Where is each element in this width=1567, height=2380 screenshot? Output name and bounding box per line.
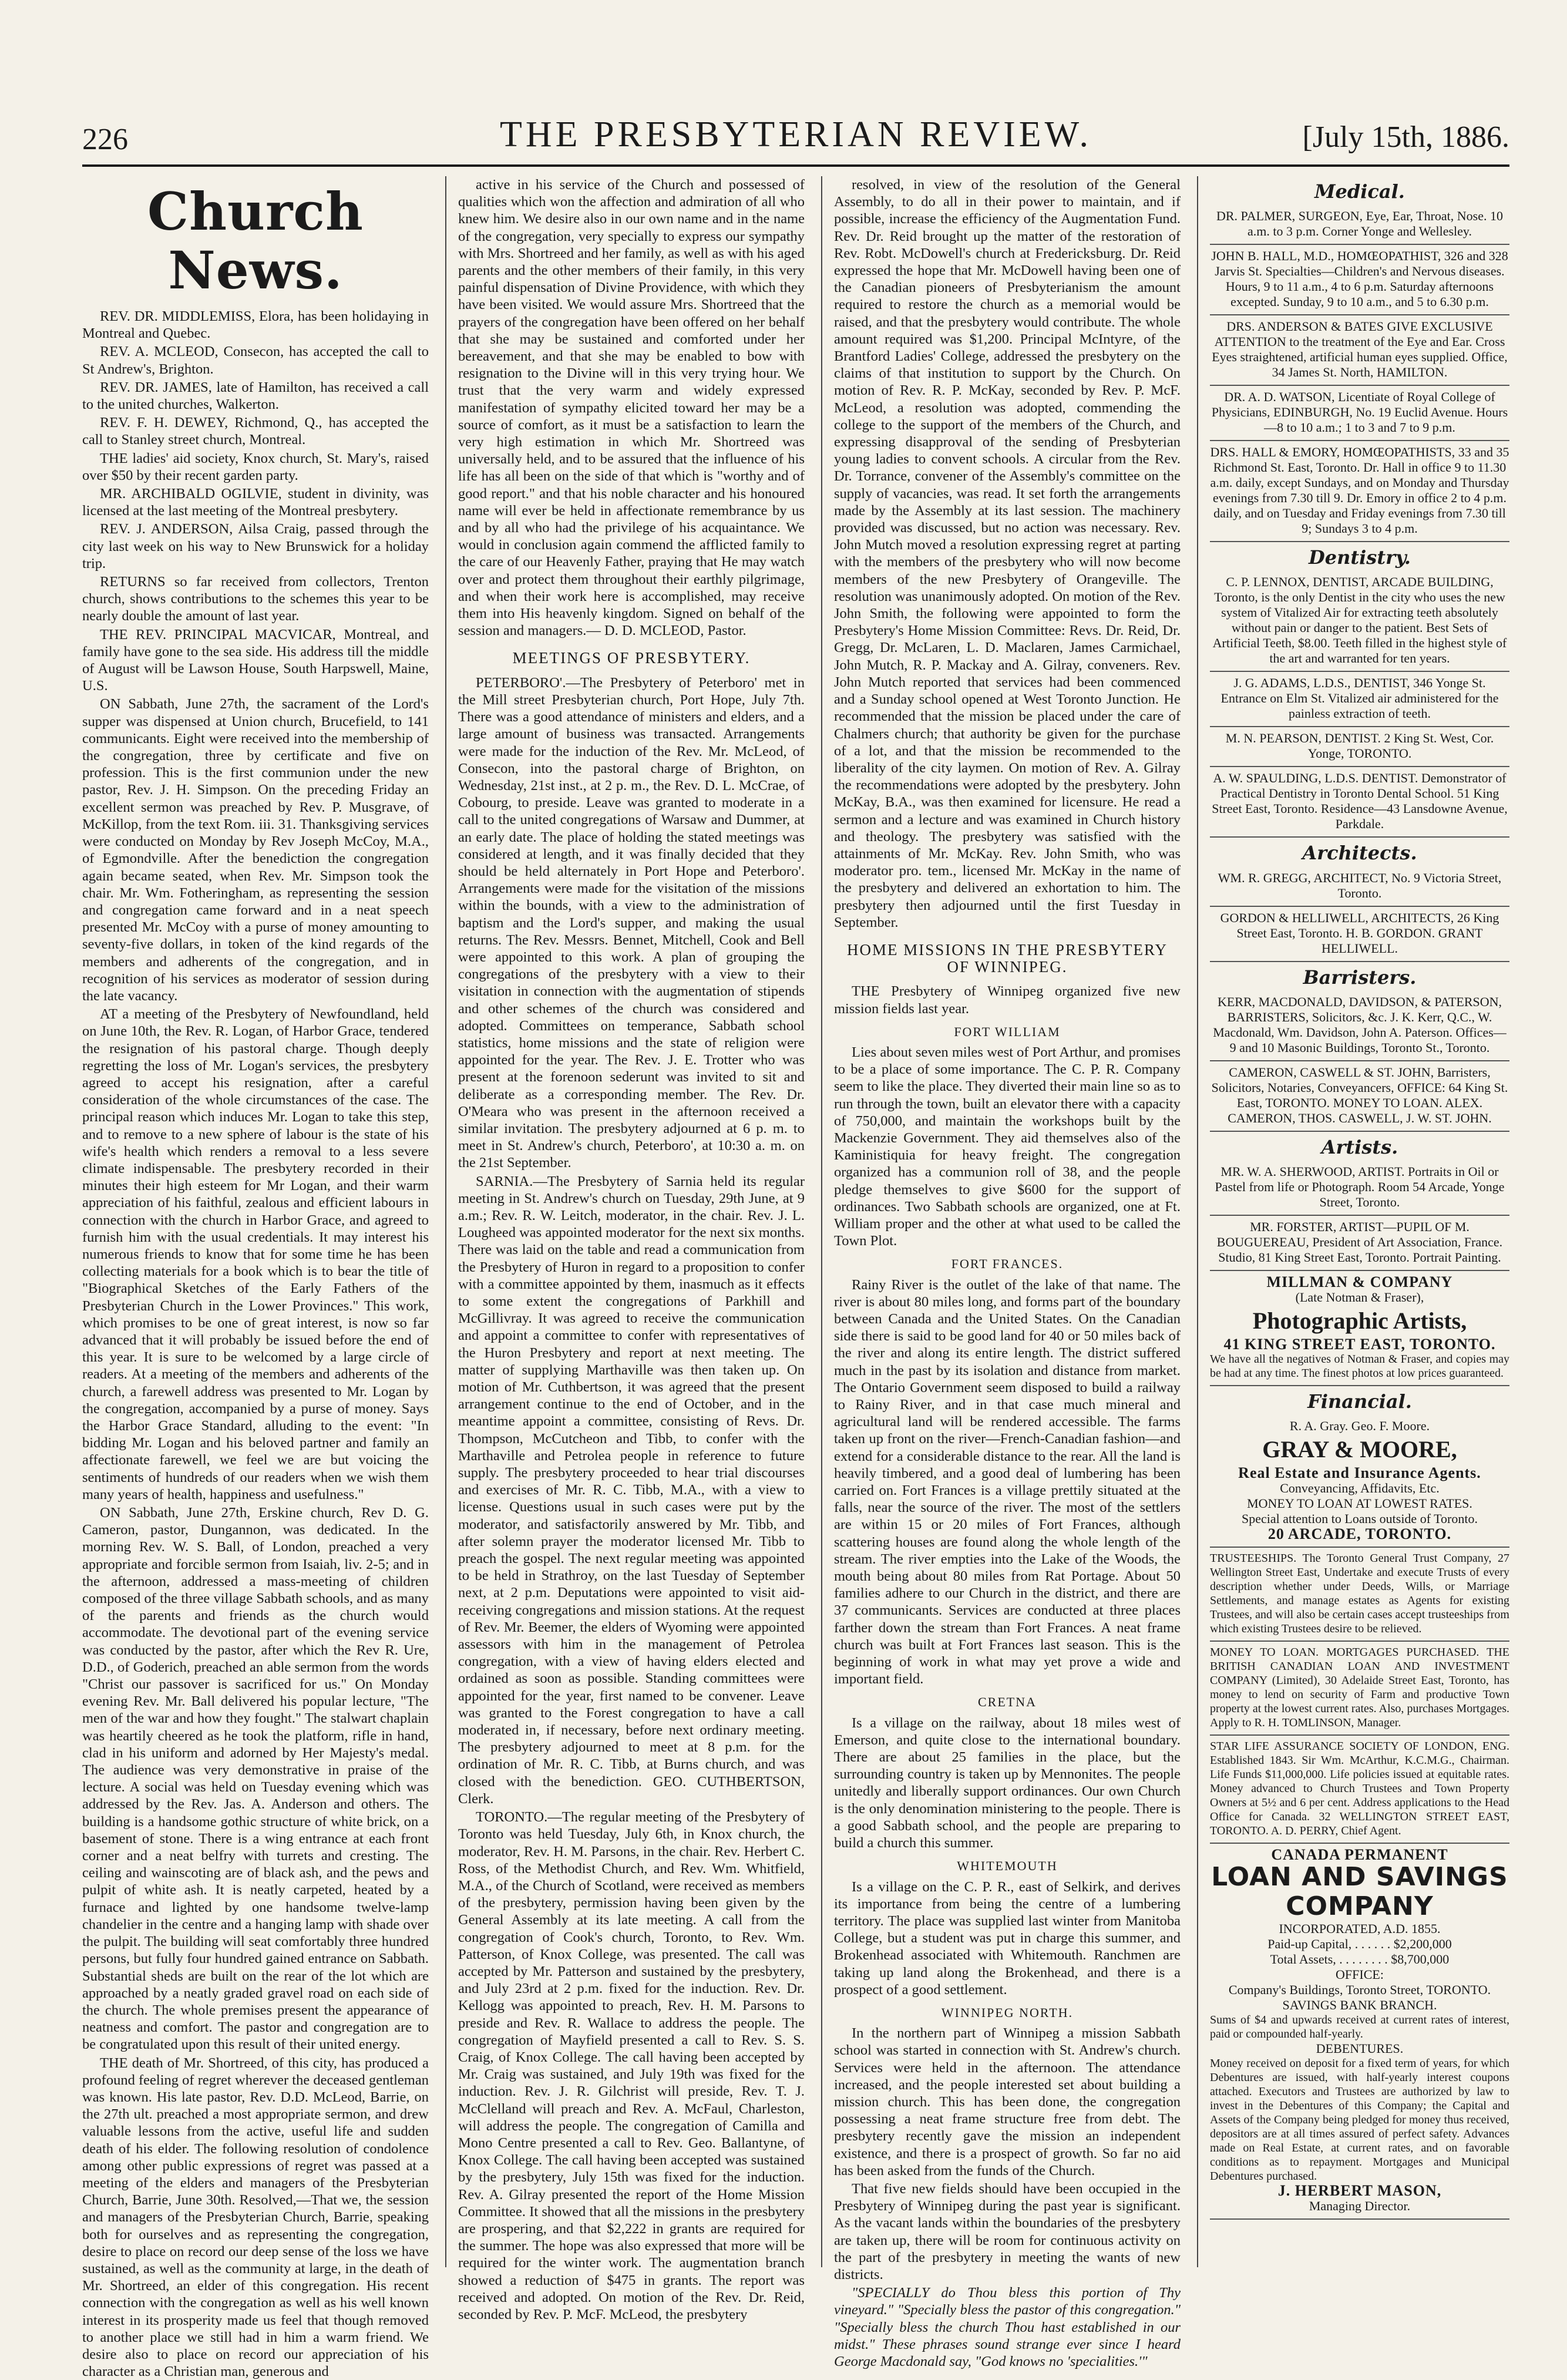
canada-debentures-text: Money received on deposit for a fixed term of years, for which Debentures are issued, with half-yearly interest coupons attached. Executors and Trustees are authorized by law to invest in the Debentures of this Company; the Capital and Assets of the Company being pledged for money thus received, depositors are at all times assured of perfect safety. Advances made on Real Estate, at current rates, and on favorable conditions as to repayment. Mortgages and Municipal Debentures purchased. xyxy=(1210,2057,1509,2183)
ad-medical: DR. PALMER, SURGEON, Eye, Ear, Throat, Nose. 10 a.m. to 3 p.m. Corner Yonge and Wellesley. xyxy=(1210,205,1509,245)
millman-note: We have all the negatives of Notman & Fraser, and copies may be had at any time. The finest photos at low prices guaranteed. xyxy=(1210,1353,1509,1380)
category-dentistry: Dentistry. xyxy=(1308,546,1411,569)
column-rule xyxy=(821,176,822,2267)
news-item: REV. F. H. DEWEY, Richmond, Q., has accepted the call to Stanley street church, Montreal. xyxy=(82,415,429,448)
section-heading-church-news: Church News. xyxy=(147,181,364,301)
field-text: Is a village on the C. P. R., east of Selkirk, and derives its importance from being the centre of a lumbering territory. The place was supplied last winter from Manitoba College, but a student was put in charge this summer, and Brokenhead associated with Whitemouth. Ranchmen are taking up land along the Brokenhead, and there is a prospect of a good settlement. xyxy=(834,1878,1181,1998)
column-rule xyxy=(1197,176,1198,2267)
column-presbytery-meetings xyxy=(458,176,805,2322)
ad-architect: GORDON & HELLIWELL, ARCHITECTS, 26 King Street East, Toronto. H. B. GORDON. GRANT HELLIWELL. xyxy=(1210,907,1509,962)
category-barristers: Barristers. xyxy=(1303,966,1417,989)
ad-dentist: C. P. LENNOX, DENTIST, ARCADE BUILDING, Toronto, is the only Dentist in the city who uses the new system of Vitalized Air for extracting teeth absolutely without pain or danger to the patient. Best Sets of Artificial Teeth, $8.00. Teeth filled in the highest style of the art and warranted for ten years. xyxy=(1210,571,1509,672)
field-text: Is a village on the railway, about 18 miles west of Emerson, and quite close to the international boundary. There are about 25 families in the place, but the surrounding country is taken up by Mennonites. The people unitedly and liberally support ordinances. Our own Church is the only denomination ministering to the people. There is a good Sabbath school, and the people are preparing to build a church this summer. xyxy=(834,1715,1181,1851)
news-item: THE death of Mr. Shortreed, of this city, has produced a profound feeling of regret wherever the deceased gentleman was known. His late pastor, Rev. D.D. McLeod, Barrie, on the 27th ult. preached a most appropriate sermon, and drew valuable lessons from the active, useful life and sudden death of his elder. The following resolution of condolence among other public expressions of regret was passed at a meeting of the elders and managers of the Presbyterian Church, Barrie, June 30th. Resolved,—That we, the session and managers of the Presbyterian Church, Barrie, speaking both for ourselves and as representing the congregation, desire to place on record our deep sense of the loss we have sustained, as well as the community at large, in the death of Mr. Shortreed, an elder of this congregation. His recent connection with the congregation as well as his well known interest in its prosperity made us feel that though removed to another place we still had in him a warm friend. We desire also to place on record our appreciation of his character as a Christian man, generous and xyxy=(82,2055,429,2380)
ad-dentist: A. W. SPAULDING, L.D.S. DENTIST. Demonstrator of Practical Dentistry in Toronto Dental School. 51 King Street East, Toronto. Residence—43 Lansdowne Avenue, Parkdale. xyxy=(1210,767,1509,838)
news-item: AT a meeting of the Presbytery of Newfoundland, held on June 10th, the Rev. R. Logan, of Harbor Grace, tendered the resignation of his pastoral charge. Though deeply regretting the loss of Mr. Logan's services, the presbytery agreed to accept his resignation, after a careful consideration of the whole circumstances of the case. The principal reason which induces Mr. Logan to take this step, and to remove to a new sphere of labour is the state of his wife's health which renders a removal to a less severe climate indispensable. The presbytery recorded in their minutes their high esteem for Mr Logan, and their warm appreciation of his faithful, zealous and efficient labours in connection with the church in Harbor Grace, and agreed to furnish him with the usual credentials. It may interest his numerous friends to know that for some time he has been collecting materials for a book which is to bear the title of "Biographical Sketches of the Early Fathers of the Presbyterian Church in the Lower Provinces." This work, which promises to be one of great interest, is now so far advanced that it will probably be issued before the end of this year. It is sure to be welcomed by a large circle of readers. At a meeting of the members and adherents of the church, a farewell address was presented to Mr. Logan by the congregation, accompanied by a purse of money. Says the Harbor Grace Standard, alluding to the event: "In bidding Mr. Logan and his beloved partner and family an affectionate farewell, we feel we are but voicing the sentiments of hundreds of our readers when we wish them many years of health, happiness and usefulness." xyxy=(82,1006,429,1502)
canada-savings: SAVINGS BANK BRANCH. xyxy=(1282,1998,1437,2013)
news-item: ON Sabbath, June 27th, Erskine church, Rev D. G. Cameron, pastor, Dungannon, was dedicated. In the morning Rev. W. S. Ball, of London, preached a very appropriate and forcible sermon from Isaiah, liv. 2-5; and in the afternoon, addressed a mass-meeting of children composed of the three village Sabbath schools, and as many of the parents and friends as the church would accommodate. The devotional part of the evening service was conducted by the pastor, after which the Rev R. Ure, D.D., of Goderich, preached an able sermon from the words "Christ our passover is sacrificed for us." On Monday evening Rev. Mr. Ball delivered his popular lecture, "The men of the war and how they fought." The stalwart chaplain was heartily cheered as he took the platform, rifle in hand, clad in his uniform and adorned by Her Majesty's medal. The audience was very demonstrative in praise of the lecture. A social was held on Tuesday evening which was addressed by the Rev. Jas. A. Anderson and others. The building is a handsome gothic structure of white brick, on a basement of stone. There is a wing entrance at each front corner and a neat belfry with turrets and cresting. The ceiling and wainscoting are of black ash, and the pews and pulpit of white ash. It is neatly carpeted, heated by a furnace and lighted by one handsome twelve-lamp chandelier in the centre and a hanging lamp with shade over the pulpit. The building will seat comfortably three hundred persons, but fully four hundred gained entrance on Sabbath. Substantial sheds are built on the rear of the lot which are approached by a neatly graded gravel road on each side of the church. The whole premises present the appearance of neatness and comfort. The pastor and congregation are to be congratulated upon this result of their united energy. xyxy=(82,1505,429,2053)
ad-artist: MR. FORSTER, ARTIST—PUPIL OF M. BOUGUEREAU, President of Art Association, France. Studio, 81 King Street East, Toronto. Portrait Painting. xyxy=(1210,1216,1509,1271)
news-item: REV. J. ANDERSON, Ailsa Craig, passed through the city last week on his way to New Brunswick for a holiday trip. xyxy=(82,521,429,572)
ad-star-life: STAR LIFE ASSURANCE SOCIETY OF LONDON, ENG. Established 1843. Sir Wm. McArthur, K.C.M.G., Chairman. Life Funds $11,000,000. Life policies issued at equitable rates. Money advanced to Church Trustees and Town Property Owners at 5½ and 6 per cent. Address applications to the Head Office for Canada. 32 WELLINGTON STREET EAST, TORONTO. A. D. PERRY, Chief Agent. xyxy=(1210,1736,1509,1844)
news-item: REV. DR. JAMES, late of Hamilton, has received a call to the united churches, Walkerton. xyxy=(82,379,429,413)
ad-artist: MR. W. A. SHERWOOD, ARTIST. Portraits in Oil or Pastel from life or Photograph. Room 54 Arcade, Yonge Street, Toronto. xyxy=(1210,1161,1509,1216)
presbytery-report: TORONTO.—The regular meeting of the Presbytery of Toronto was held Tuesday, July 6th, in Knox church, the moderator, Rev. H. M. Parsons, in the chair. Rev. Herbert C. Ross, of the Methodist Church, and Rev. Wm. Whitfield, M.A., of the Church of Scotland, were received as members of the presbytery, permission having been given by the General Assembly at its late meeting. A call from the congregation of Cook's church, Toronto, to Rev. Wm. Patterson, of Knox College, was presented. The call was accepted by Mr. Patterson and sustained by the presbytery, and July 23rd at 2 p.m. fixed for the induction. Rev. Dr. Kellogg was appointed to preach, Rev. H. M. Parsons to preside and Rev. R. Wallace to address the people. The congregation of Mayfield presented a call to Rev. S. S. Craig, of Knox College. The call having been accepted by Mr. Craig was sustained, and July 19th was fixed for the induction. Rev. J. R. Gilchrist will preside, Rev. T. J. McClelland will preach and Rev. A. McFaul, Charleston, will address the people. The congregation of Camilla and Mono Centre presented a call to Rev. Geo. Ballantyne, of Knox College. The call having been accepted was sustained by the presbytery, July 15th was fixed for the induction. Rev. A. Gilray presented the report of the Home Mission Committee. It showed that all the missions in the presbytery are prospering, and that $2,222 in grants are required for the summer. The hope was also expressed that more will be required for the winter work. The augmentation branch showed a reduction of $475 in grants. The report was received and adopted. On motion of the Rev. Dr. Reid, seconded by Rev. P. McF. McLeod, the presbytery xyxy=(458,1809,805,2322)
ad-money-to-loan: MONEY TO LOAN. MORTGAGES PURCHASED. THE BRITISH CANADIAN LOAN AND INVESTMENT COMPANY (Limited), 30 Adelaide Street East, Toronto, has money to lend on security of Farm and productive Town property at the lowest current rates. Also, purchases Mortgages. Apply to R. H. TOMLINSON, Manager. xyxy=(1210,1642,1509,1736)
intro-paragraph: THE Presbytery of Winnipeg organized five new mission fields last year. xyxy=(834,983,1181,1017)
news-item: REV. DR. MIDDLEMISS, Elora, has been holidaying in Montreal and Quebec. xyxy=(82,308,429,342)
canada-signatory: J. HERBERT MASON, xyxy=(1277,2182,1442,2200)
closing-quote: "SPECIALLY do Thou bless this portion of Thy vineyard." "Specially bless the pastor of this congregation." "Specially bless the church Thou hast established in our midst." These phrases sound strange ever since I heard George Macdonald say, "God knows no 'specialities.'" xyxy=(834,2285,1181,2369)
gray-moore-line: Real Estate and Insurance Agents. xyxy=(1238,1464,1481,1482)
column-home-missions xyxy=(834,176,1181,2369)
canada-paid-capital: Paid-up Capital, . . . . . . $2,200,000 xyxy=(1267,1937,1452,1952)
news-item: RETURNS so far received from collectors, Trenton church, shows contributions to the schemes this year to be nearly double the amount of last year. xyxy=(82,574,429,624)
canada-line2: LOAN AND SAVINGS COMPANY xyxy=(1211,1862,1508,1922)
ad-barrister: CAMERON, CASWELL & ST. JOHN, Barristers, Solicitors, Notaries, Conveyancers, OFFICE: 64 King St. East, TORONTO. MONEY TO LOAN. ALEX. CAMERON, THOS. CASWELL, J. W. ST. JOHN. xyxy=(1210,1061,1509,1132)
news-item: THE REV. PRINCIPAL MACVICAR, Montreal, and family have gone to the sea side. His address till the middle of August will be Lawson House, South Harpswell, Maine, U.S. xyxy=(82,626,429,694)
canada-role: Managing Director. xyxy=(1309,2199,1411,2214)
millman-address: 41 KING STREET EAST, TORONTO. xyxy=(1223,1336,1496,1353)
section-heading-home-missions: HOME MISSIONS IN THE PRESBYTERY OF WINNIPEG. xyxy=(846,940,1168,976)
field-heading: FORT WILLIAM xyxy=(954,1024,1061,1039)
presbytery-report: resolved, in view of the resolution of the General Assembly, to do all in their power to maintain, and if possible, increase the efficiency of the Augmentation Fund. Rev. Dr. Reid brought up the matter of the restoration of Rev. Robt. McDowell's church at Fredericksburg. Dr. Reid expressed the hope that Mr. McDowell having been one of the Canadian pioneers of Presbyterianism the amount required to restore the church as a memorial would be raised, and that the presbytery would contribute. The whole amount required was $1,200. Principal McIntyre, of the Brantford Ladies' College, addressed the presbytery on the claims of that institution to support by the Church. On motion of Rev. R. P. McKay, seconded by Rev. P. McF. McLeod, a resolution was adopted, commending the college to the support of the members of the Church, and expressing disapproval of the sending of Presbyterian young ladies to convent schools. A circular from the Rev. Dr. Torrance, convener of the Assembly's committee on the supply of vacancies, was read. It set forth the arrangements made by the Assembly at its last session. The machinery provided was discussed, but no action was necessary. Rev. John Mutch moved a resolution expressing regret at parting with the members of the presbytery who will now become members of the new Presbytery of Orangeville. The resolution was unanimously adopted. On motion of the Rev. John Smith, the following were appointed to form the Presbytery's Home Mission Committee: Revs. Dr. Reid, Dr. Gregg, Dr. McLaren, L. D. Maclaren, James Carmichael, John Mutch, R. P. Mackay and A. Gilray, conveners. Rev. John Mutch reported that services had been commenced and a Sunday school opened at West Toronto Junction. He recommended that the mission be placed under the care of Chalmers church; that authority be given for the purchase of a lot, and that the mission be recommended to the liberality of the city laymen. On motion of Rev. A. Gilray the recommendations were adopted by the presbytery. John McKay, B.A., was then examined for licensure. He read a sermon and a lecture and was examined in Church history and theology. The presbytery was satisfied with the attainments of Mr. McKay. Rev. John Smith, who was moderator pro. tem., licensed Mr. McKay in the name of the presbytery and delivered an exhortation to him. The presbytery then adjourned until the first Tuesday in September. xyxy=(834,177,1181,930)
page-number: 226 xyxy=(82,123,128,156)
millman-tagline: Photographic Artists, xyxy=(1252,1307,1467,1334)
category-architects: Architects. xyxy=(1302,842,1417,865)
category-artists: Artists. xyxy=(1321,1135,1398,1158)
column-church-news xyxy=(82,176,429,2380)
ad-dentist: J. G. ADAMS, L.D.S., DENTIST, 346 Yonge St. Entrance on Elm St. Vitalized air administered for the painless extraction of teeth. xyxy=(1210,672,1509,727)
presbytery-report: SARNIA.—The Presbytery of Sarnia held its regular meeting in St. Andrew's church on Tuesday, 29th June, at 9 a.m.; Rev. R. W. Leitch, moderator, in the chair. Rev. J. L. Lougheed was appointed moderator for the next six months. There was laid on the table and read a communication from the Presbytery of Huron in regard to a proposition to confer with a committee appointed by them, inasmuch as it effects to some extent the congregations of Parkhill and McGillivray. It was agreed to receive the communication and appoint a committee to confer with representatives of the Huron Presbytery and report at next meeting. The matter of supplying Marthaville was then taken up. On motion of Mr. Cuthbertson, it was agreed that the present arrangement continue to the end of October, and in the meantime appoint a committee, consisting of Revs. Dr. Thompson, McCutcheon and Tibb, to confer with the Marthaville and Petrolea people in reference to future supply. The presbytery proceeded to hear trial discourses and exercises of Mr. R. C. Tibb, M.A., with a view to license. Questions usual in such cases were put by the moderator, and satisfactorily answered by Mr. Tibb, and after solemn prayer the moderator licensed Mr. Tibb to preach the gospel. The next regular meeting was appointed to be held in Strathroy, on the last Tuesday of September next, at 2 p.m. Deputations were appointed to visit aid-receiving congregations and mission stations. At the request of Rev. Mr. Beemer, the elders of Wyoming were appointed assessors with him in the management of Petrolea congregation, with a view of having elders elected and ordained as soon as possible. Standing committees were appointed for the year, first named to be convener. Leave was granted to the Forest congregation to have a call moderated in, if necessary, before next ordinary meeting. The presbytery adjourned to meet at 8 p.m. for the ordination of Mr. R. C. Tibb, at Burns church, and was closed with the benediction. GEO. CUTHBERTSON, Clerk. xyxy=(458,1173,805,1807)
section-heading-meetings: MEETINGS OF PRESBYTERY. xyxy=(512,649,751,667)
canada-debentures: DEBENTURES. xyxy=(1316,2041,1404,2056)
news-item: active in his service of the Church and possessed of qualities which won the affection and admiration of all who knew him. We desire also in our own name and in the name of the congregation, very specially to express our sympathy with Mrs. Shortreed and her family, as well as with his aged parents and the other members of their family, in this very painful dispensation of Divine Providence, with which they have been visited. We would assure Mrs. Shortreed that the prayers of the congregation have been offered on her behalf that she may be sustained and comforted under her bereavement, and that she may be enabled to bow with resignation to the Divine will in this very trying hour. We trust that the very warm and widely expressed manifestation of sympathy elicited toward her may be a source of comfort, as it must be a satisfaction to learn the very high estimation in which Mr. Shortreed was universally held, and to be assured that the influence of his life has all been on the side of that which is "worthy and of good report." and that his noble character and his honoured name will ever be held in affectionate remembrance by us and by all who had the privilege of his acquaintance. We would in conclusion again commend the afflicted family to the care of our Heavenly Father, praying that He may watch over and protect them throughout their earthly pilgrimage, and when their work here is accomplished, may receive them into His heavenly kingdom. Signed on behalf of the session and managers.— D. D. MCLEOD, Pastor. xyxy=(458,177,805,639)
news-item: THE ladies' aid society, Knox church, St. Mary's, raised over $50 by their recent garden party. xyxy=(82,450,429,483)
millman-name: MILLMAN & COMPANY xyxy=(1266,1273,1453,1291)
gray-moore-special: Special attention to Loans outside of Toronto. xyxy=(1242,1511,1478,1527)
field-text: Lies about seven miles west of Port Arthur, and promises to be a place of some importance. The C. P. R. Company seem to like the place. They diverted their main line so as to run through the town, built an elevator there with a capacity of 750,000, and maintain the workshops built by the Mackenzie Government. They aid themselves also of the Kaministiquia for heavy freight. The congregation organized has a communion roll of 38, and the people pledge themselves to give $600 for the support of ordinances. Two Sabbath schools are organized, one at Ft. William proper and the other at what used to be called the Town Plot. xyxy=(834,1044,1181,1249)
category-financial: Financial. xyxy=(1307,1390,1412,1413)
gray-moore-sub: Conveyancing, Affidavits, Etc. xyxy=(1280,1481,1440,1496)
column-rule xyxy=(445,176,446,2267)
field-heading: FORT FRANCES. xyxy=(951,1256,1064,1272)
field-heading: CRETNA xyxy=(978,1695,1037,1710)
gray-moore-address: 20 ARCADE, TORONTO. xyxy=(1267,1525,1452,1543)
canada-incorporated: INCORPORATED, A.D. 1855. xyxy=(1279,1921,1441,1937)
ad-gray-moore xyxy=(1210,1415,1509,1548)
page-header xyxy=(82,100,1509,167)
ad-dentist: M. N. PEARSON, DENTIST. 2 King St. West, Cor. Yonge, TORONTO. xyxy=(1210,727,1509,767)
ad-architect: WM. R. GREGG, ARCHITECT, No. 9 Victoria Street, Toronto. xyxy=(1210,867,1509,907)
gray-moore-title: GRAY & MOORE, xyxy=(1262,1436,1457,1463)
ad-trusteeships: TRUSTEESHIPS. The Toronto General Trust Company, 27 Wellington Street East, Undertake and execute Trusts of every description whether under Deeds, Wills, or Marriage Settlements, and manage estates as Agents for existing Trustees, and will also be certain cases accept trusteeships from which existing Trustees desire to be relieved. xyxy=(1210,1548,1509,1642)
ad-canada-permanent xyxy=(1210,1844,1509,2220)
category-medical: Medical. xyxy=(1314,180,1405,203)
millman-sub: (Late Notman & Fraser), xyxy=(1295,1290,1424,1305)
field-heading: WINNIPEG NORTH. xyxy=(941,2005,1074,2020)
gray-moore-partners: R. A. Gray. Geo. F. Moore. xyxy=(1289,1418,1430,1434)
presbytery-report: PETERBORO'.—The Presbytery of Peterboro' met in the Mill street Presbyterian church, Port Hope, July 7th. There was a good attendance of ministers and elders, and a large amount of business was transacted. Arrangements were made for the induction of the Rev. Mr. McLeod, of Consecon, into the pastoral charge of Brighton, on Wednesday, 21st inst., at 2 p. m., the Rev. D. L. McCrae, of Cobourg, to preside. Leave was granted to moderate in a call to the united congregations of Warsaw and Dummer, at an early date. The place of holding the stated meetings was considered at length, and it was finally decided that they should be held alternately in Port Hope and Peterboro'. Arrangements were made for the visitation of the missions within the bounds, with a view to the administration of baptism and the Lord's supper, and making the usual returns. The Rev. Messrs. Bennet, Mitchell, Cook and Bell were appointed to this work. A plan of grouping the congregations of the presbytery with a view to their visitation in connection with the augmentation of stipends and other schemes of the church was considered and adopted. Committees on temperance, Sabbath school statistics, home missions and the state of religion were appointed for the year. The Rev. J. E. Trotter who was present at the forenoon sederunt was invited to sit and deliberate as a corresponding member. The Rev. Dr. O'Meara who was present in the afternoon received a similar invitation. The presbytery adjourned at 6 p. m. to meet in St. Andrew's church, Peterboro', at 10:30 a. m. on the 21st September. xyxy=(458,674,805,1171)
field-text: Rainy River is the outlet of the lake of that name. The river is about 80 miles long, and forms part of the boundary between Canada and the United States. On the Canadian side there is said to be good land for 40 or 50 miles back of the river and along its entire length. The district suffered much in the past by its isolation and distance from market. The Ontario Government seem disposed to build a railway to Rainy River, and in that case much mineral and agricultural land will be rendered accessible. The farms taken up front on the river—French-Canadian fashion—and extend for a considerable distance to the rear. All the land is heavily timbered, and a good deal of lumbering has been carried on. Fort Frances is a village prettily situated at the falls, near the source of the river. The most of the settlers are within 15 or 20 miles of Fort Frances, although scattering houses are found along the whole length of the stream. The river empties into the Lake of the Woods, the mouth being about 80 miles from Rat Portage. About 50 families adhere to our Church in the district, and there are 37 communicants. Services are conducted at three places farther down the stream than Fort Frances. A neat frame church was built at Fort Frances last season. This is the beginning of work in what may yet prove a wide and important field. xyxy=(834,1276,1181,1687)
news-item: REV. A. MCLEOD, Consecon, has accepted the call to St Andrew's, Brighton. xyxy=(82,344,429,377)
ad-medical: DRS. ANDERSON & BATES GIVE EXCLUSIVE ATTENTION to the treatment of the Eye and Ear. Cross Eyes straightened, artificial human eyes supplied. Office, 34 James St. North, HAMILTON. xyxy=(1210,315,1509,386)
news-item: MR. ARCHIBALD OGILVIE, student in divinity, was licensed at the last meeting of the Montreal presbytery. xyxy=(82,486,429,519)
canada-buildings: Company's Buildings, Toronto Street, TORONTO. xyxy=(1228,1982,1491,1998)
canada-office: OFFICE: xyxy=(1336,1967,1384,1982)
column-directory xyxy=(1210,176,1509,2267)
field-text: In the northern part of Winnipeg a mission Sabbath school was started in connection with St. Andrew's church. Services were held in the afternoon. The attendance increased, and the people interested set about building a mission church. This has been done, the congregation possessing a neat frame structure free from debt. The presbytery recently gave the mission an independent existence, and there is a prospect of growth. So far no aid has been asked from the funds of the Church. xyxy=(834,2025,1181,2179)
ad-millman xyxy=(1210,1271,1509,1386)
field-heading: WHITEMOUTH xyxy=(957,1858,1058,1874)
canada-total-assets: Total Assets, . . . . . . . . $8,700,000 xyxy=(1270,1952,1450,1967)
canada-line1: CANADA PERMANENT xyxy=(1271,1846,1448,1864)
ad-medical: DR. A. D. WATSON, Licentiate of Royal College of Physicians, EDINBURGH, No. 19 Euclid Avenue. Hours—8 to 10 a.m.; 1 to 3 and 7 to 9 p.m. xyxy=(1210,386,1509,441)
ad-medical: DRS. HALL & EMORY, HOMŒOPATHISTS, 33 and 35 Richmond St. East, Toronto. Dr. Hall in office 9 to 11.30 a.m. daily, except Sundays, and on Monday and Thursday evenings from 7.30 till 9. Dr. Emory in office 2 to 4 p.m. daily, and on Tuesday and Friday evenings from 7.30 till 9; Sundays 3 to 4 p.m. xyxy=(1210,441,1509,542)
issue-date: [July 15th, 1886. xyxy=(1302,120,1509,154)
masthead-title: THE PRESBYTERIAN REVIEW. xyxy=(500,115,1092,154)
ad-medical: JOHN B. HALL, M.D., HOMŒOPATHIST, 326 and 328 Jarvis St. Specialties—Children's and Nervous diseases. Hours, 9 to 11 a.m., 4 to 6 p.m. Saturday afternoons excepted. Sunday, 9 to 10 a.m., and 5 to 6.30 p.m. xyxy=(1210,245,1509,315)
closing-paragraph: That five new fields should have been occupied in the Presbytery of Winnipeg during the past year is significant. As the vacant lands within the boundaries of the presbytery are taken up, there will be room for continuous activity on the part of the presbytery in meeting the wants of new districts. xyxy=(834,2180,1181,2282)
news-item: ON Sabbath, June 27th, the sacrament of the Lord's supper was dispensed at Union church, Brucefield, to 141 communicants. Eight were received into the membership of the congregation, three by certificate and five on profession. This is the first communion under the new pastor, Rev. J. H. Simpson. On the preceding Friday an excellent sermon was preached by Rev. P. Musgrave, of McKillop, from the text Rom. iii. 31. Thanksgiving services were conducted on Monday by Rev Joseph McCoy, M.A., of Egmondville. After the benediction the congregation again became seated, when Rev. Mr. Simpson took the chair. Mr. Wm. Fotheringham, as representing the session and congregation came forward and in a neat speech presented Mr. McCoy with a purse of money amounting to seventy-five dollars, in token of the kind regards of the members and adherents of the congregation, and in recognition of his services as moderator of session during the late vacancy. xyxy=(82,696,429,1004)
ad-barrister: KERR, MACDONALD, DAVIDSON, & PATERSON, BARRISTERS, Solicitors, &c. J. K. Kerr, Q.C., W. Macdonald, Wm. Davidson, John A. Paterson. Offices—9 and 10 Masonic Buildings, Toronto St., Toronto. xyxy=(1210,991,1509,1061)
gray-moore-money: MONEY TO LOAN AT LOWEST RATES. xyxy=(1247,1496,1472,1511)
canada-savings-text: Sums of $4 and upwards received at current rates of interest, paid or compounded half-yearly. xyxy=(1210,2013,1509,2041)
